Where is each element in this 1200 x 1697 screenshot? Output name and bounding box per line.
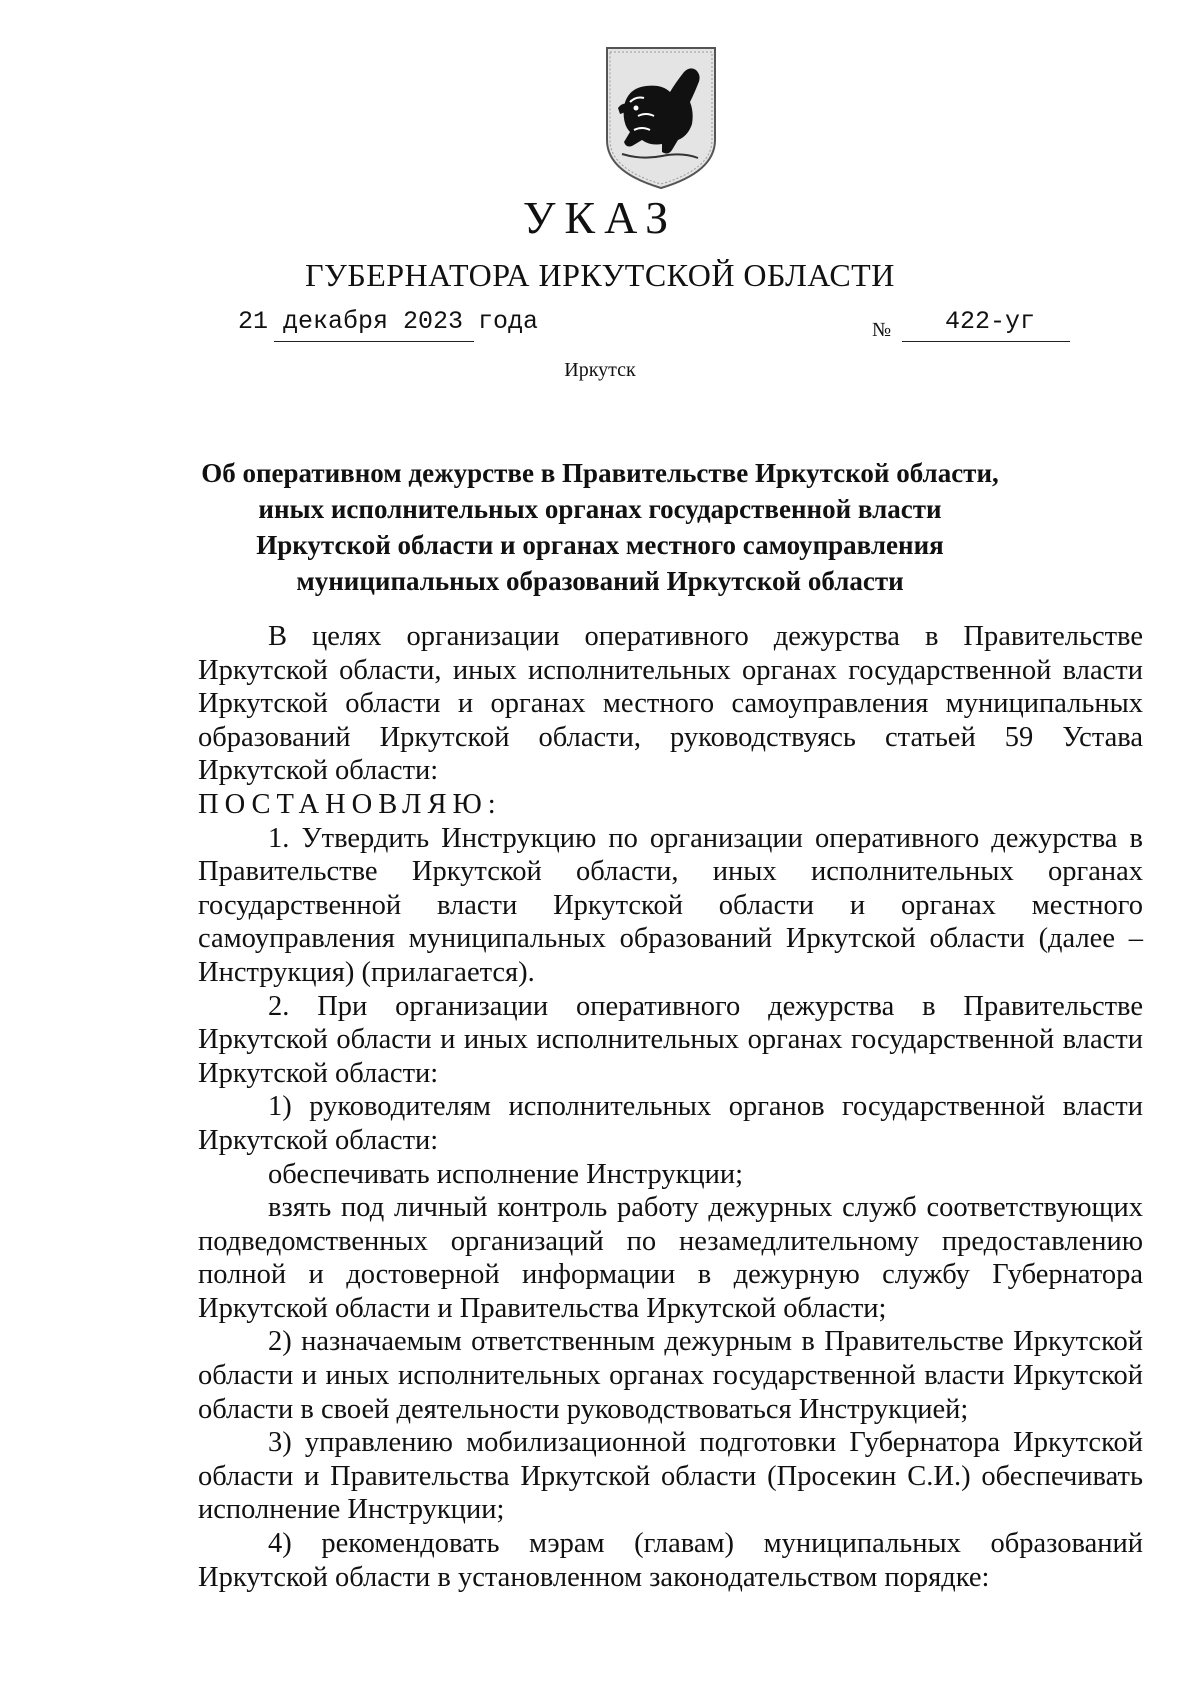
subitem-3: 3) управлению мобилизационной подготовки Губернатора Иркутской области и Правительства Иркутской области (Просекин С.И.) обеспечивать исполнение Инструкции; bbox=[198, 1427, 1143, 1526]
document-heading: Об оперативном дежурстве в Правительстве Иркутской области, иных исполнительных органах государственной власти Иркутской области и органах местного самоуправления муниципальных образований Иркутской области bbox=[201, 458, 999, 596]
number-underline bbox=[902, 341, 1070, 342]
document-title: УКАЗ bbox=[522, 192, 678, 243]
subitem-1-a: обеспечивать исполнение Инструкции; bbox=[268, 1158, 744, 1190]
irkutsk-coat-of-arms-icon bbox=[602, 42, 720, 192]
subitem-2: 2) назначаемым ответственным дежурным в Правительстве Иркутской области и иных исполнительных органах государственной власти Иркутской области в своей деятельности руководствоваться Инструкцией; bbox=[198, 1326, 1143, 1425]
preamble-paragraph: В целях организации оперативного дежурства в Правительстве Иркутской области, иных исполнительных органах государственной власти Иркутской области и органах местного самоуправления муниципальных образований Иркутской области, руководствуясь статьей 59 Устава Иркутской области: bbox=[198, 621, 1143, 787]
subitem-1-b: взять под личный контроль работу дежурных служб соответствующих подведомственных организаций по незамедлительному предоставлению полной и достоверной информации в дежурную службу Губернатора Иркутской области и Правительства Иркутской области; bbox=[198, 1192, 1143, 1324]
number-sign: № bbox=[872, 319, 892, 341]
document-subtitle: ГУБЕРНАТОРА ИРКУТСКОЙ ОБЛАСТИ bbox=[305, 257, 895, 293]
subitem-4: 4) рекомендовать мэрам (главам) муниципальных образований Иркутской области в установленном законодательством порядке: bbox=[198, 1528, 1143, 1593]
document-number: 422-уг bbox=[945, 307, 1036, 336]
item-1: 1. Утвердить Инструкцию по организации оперативного дежурства в Правительстве Иркутской области, иных исполнительных органах государственной власти Иркутской области и органах местного самоуправления муниципальных образований Иркутской области (далее – Инструкция) (прилагается). bbox=[198, 822, 1143, 988]
document-city: Иркутск bbox=[564, 359, 636, 381]
date-underline bbox=[274, 341, 474, 342]
item-2: 2. При организации оперативного дежурства в Правительстве Иркутской области и иных исполнительных органах государственной власти Иркутской области: bbox=[198, 990, 1143, 1089]
subitem-1: 1) руководителям исполнительных органов государственной власти Иркутской области: bbox=[198, 1091, 1143, 1156]
decree-word: ПОСТАНОВЛЯЮ: bbox=[198, 788, 502, 820]
document-body bbox=[198, 620, 1143, 1594]
document-date: 21 декабря 2023 года bbox=[238, 307, 539, 336]
